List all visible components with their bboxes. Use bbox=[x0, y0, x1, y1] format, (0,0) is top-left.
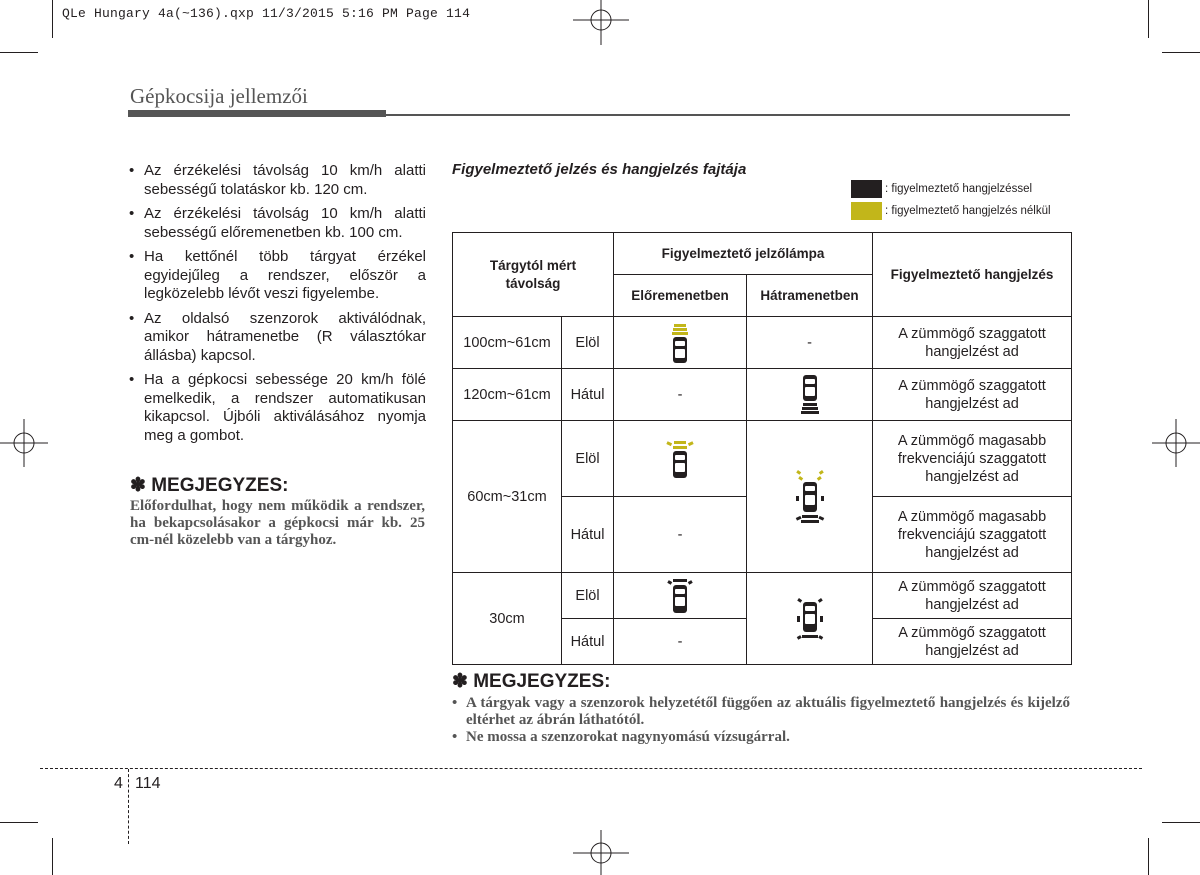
header-lamp: Figyelmeztető jelzőlámpa bbox=[614, 233, 873, 275]
note-heading: ✽ MEGJEGYZES: bbox=[130, 475, 289, 496]
car-rear-close-warning-icon bbox=[795, 596, 825, 642]
list-item: • Az érzékelési távolság 10 km/h alatti sebességű előremenetben kb. 100 cm. bbox=[128, 205, 426, 242]
note-list bbox=[452, 695, 1070, 746]
reverse-lamp-cell bbox=[747, 573, 873, 665]
reverse-lamp-cell: - bbox=[747, 317, 873, 369]
legend-item-with-sound bbox=[851, 180, 1032, 198]
registration-mark-left bbox=[0, 415, 50, 471]
registration-mark-right bbox=[1150, 415, 1200, 471]
figure-title: Figyelmeztető jelzés és hangjelzés fajtája bbox=[452, 161, 747, 178]
side-cell: Hátul bbox=[562, 497, 614, 573]
distance-cell: 100cm~61cm bbox=[453, 317, 562, 369]
legend-swatch-dark bbox=[851, 180, 882, 198]
forward-lamp-cell: - bbox=[614, 369, 747, 421]
side-cell: Elöl bbox=[562, 573, 614, 619]
side-cell: Hátul bbox=[562, 619, 614, 665]
side-cell: Elöl bbox=[562, 421, 614, 497]
footer-vertical-divider bbox=[128, 769, 129, 844]
chapter-title: Gépkocsija jellemzői bbox=[130, 84, 308, 108]
reverse-lamp-cell bbox=[747, 421, 873, 573]
distance-cell: 60cm~31cm bbox=[453, 421, 562, 573]
table-row bbox=[453, 369, 1072, 421]
warning-table bbox=[452, 232, 1072, 665]
list-item: • A tárgyak vagy a szenzorok helyzetétől függően az aktuális figyelmeztető hangjelzés és kijelző eltérhet az ábrán láthatótól. bbox=[452, 695, 1070, 729]
sound-cell: A zümmögő szaggatott hangjelzést ad bbox=[873, 369, 1072, 421]
distance-cell: 120cm~61cm bbox=[453, 369, 562, 421]
list-item: • Ha a gépkocsi sebessége 20 km/h fölé emelkedik, a rendszer automatikusan kikapcsol. Újbóli aktiválásához nyomja meg a gombot. bbox=[128, 371, 426, 445]
note-heading: ✽ MEGJEGYZES: bbox=[452, 671, 611, 692]
distance-cell: 30cm bbox=[453, 573, 562, 665]
legend-label: : figyelmeztető hangjelzéssel bbox=[885, 183, 1033, 195]
note-text: Előfordulhat, hogy nem működik a rendszer, ha bekapcsolásakor a gépkocsi már kb. 25 cm-nél közelebb van a tárgyhoz. bbox=[130, 498, 425, 548]
legend-item-without-sound bbox=[851, 202, 1051, 220]
footer-divider bbox=[40, 768, 1142, 769]
forward-lamp-cell bbox=[614, 317, 747, 369]
legend-label: : figyelmeztető hangjelzés nélkül bbox=[885, 205, 1051, 217]
table-row bbox=[453, 317, 1072, 369]
sound-cell: A zümmögő szaggatott hangjelzést ad bbox=[873, 317, 1072, 369]
warning-table-wrapper bbox=[452, 232, 1071, 664]
header-sound: Figyelmeztető hangjelzés bbox=[873, 233, 1072, 317]
sound-cell: A zümmögő szaggatott hangjelzést ad bbox=[873, 619, 1072, 665]
chapter-number: 4 bbox=[114, 775, 123, 792]
table-row bbox=[453, 421, 1072, 497]
car-all-sides-warning-icon bbox=[792, 468, 828, 526]
header-reverse: Hátramenetben bbox=[747, 275, 873, 317]
list-item: • Ne mossa a szenzorokat nagynyomású vízsugárral. bbox=[452, 729, 1070, 746]
page-number: 114 bbox=[135, 775, 161, 792]
car-front-warning-icon bbox=[669, 322, 691, 364]
car-front-side-warning-icon bbox=[665, 439, 695, 479]
registration-mark-bottom bbox=[573, 825, 629, 875]
forward-lamp-cell: - bbox=[614, 619, 747, 665]
legend-swatch-yellow bbox=[851, 202, 882, 220]
car-rear-warning-icon bbox=[799, 374, 821, 416]
forward-lamp-cell bbox=[614, 573, 747, 619]
list-item: • Ha kettőnél több tárgyat érzékel egyidejűleg a rendszer, először a legközelebb lévőt veszi figyelembe. bbox=[128, 248, 426, 304]
sound-cell: A zümmögő szaggatott hangjelzést ad bbox=[873, 573, 1072, 619]
reverse-lamp-cell bbox=[747, 369, 873, 421]
forward-lamp-cell bbox=[614, 421, 747, 497]
car-front-close-warning-icon bbox=[667, 578, 693, 614]
header-forward: Előremenetben bbox=[614, 275, 747, 317]
side-cell: Elöl bbox=[562, 317, 614, 369]
bullet-list bbox=[128, 162, 426, 451]
sound-cell: A zümmögő magasabb frekvenciájú szaggatott hangjelzést ad bbox=[873, 497, 1072, 573]
registration-mark-top bbox=[573, 0, 629, 50]
header-rule-thin bbox=[386, 114, 1070, 116]
forward-lamp-cell: - bbox=[614, 497, 747, 573]
side-cell: Hátul bbox=[562, 369, 614, 421]
list-item: • Az érzékelési távolság 10 km/h alatti sebességű tolatáskor kb. 120 cm. bbox=[128, 162, 426, 199]
list-item: • Az oldalsó szenzorok aktiválódnak, amikor hátramenetbe (R választókar állásba) kapcsol. bbox=[128, 310, 426, 366]
header-distance: Tárgytól mért távolság bbox=[453, 233, 614, 317]
sound-cell: A zümmögő magasabb frekvenciájú szaggatott hangjelzést ad bbox=[873, 421, 1072, 497]
table-row bbox=[453, 573, 1072, 619]
print-slug: QLe Hungary 4a(~136).qxp 11/3/2015 5:16 PM Page 114 bbox=[62, 6, 471, 21]
header-rule bbox=[128, 110, 386, 117]
